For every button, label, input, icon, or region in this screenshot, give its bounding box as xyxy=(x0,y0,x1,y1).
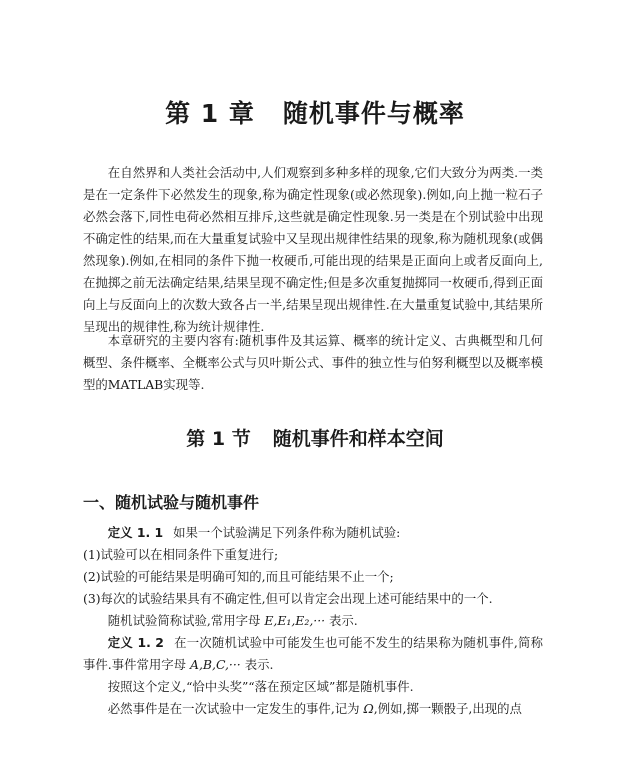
chapter-title xyxy=(0,94,630,130)
certain-event-line xyxy=(83,698,543,720)
example-line: 按照这个定义,“恰中头奖”“落在预定区域”都是随机事件. xyxy=(107,679,414,694)
definitions-block xyxy=(83,522,543,720)
section-title xyxy=(0,424,630,451)
definition-1-label: 定义 1. 1 xyxy=(107,525,164,540)
condition-3: (3)每次的试验结果具有不确定性,但可以肯定会出现上述可能结果中的一个. xyxy=(83,591,493,606)
definition-1-text: 如果一个试验满足下列条件称为随机试验: xyxy=(173,525,401,540)
definition-1 xyxy=(83,522,543,544)
section-number: 第 1 节 xyxy=(186,428,251,450)
certain-event-text-b: ,例如,掷一颗骰子,出现的点 xyxy=(373,701,522,716)
intro-paragraph-1 xyxy=(83,162,543,338)
notation-line xyxy=(83,610,543,632)
chapter-number: 第 1 章 xyxy=(165,99,255,128)
omega-symbol: Ω xyxy=(363,701,374,716)
chapter-name: 随机事件与概率 xyxy=(282,99,465,128)
notation-prefix: 随机试验简称试验,常用字母 xyxy=(107,613,265,628)
definition-2 xyxy=(83,632,543,676)
condition-1: (1)试验可以在相同条件下重复进行; xyxy=(83,547,279,562)
definition-2-text-b: 表示. xyxy=(240,657,274,672)
definition-2-letters: A,B,C,··· xyxy=(190,657,241,672)
definition-2-text-a: 在一次随机试验中可能发生也可能不发生的结果称为随机事件,简称事件.事件常用字母 xyxy=(83,635,543,672)
intro-paragraph-2 xyxy=(83,330,543,396)
condition-2: (2)试验的可能结果是明确可知的,而且可能结果不止一个; xyxy=(83,569,394,584)
intro-paragraph-1-text: 在自然界和人类社会活动中,人们观察到多种多样的现象,它们大致分为两类.一类是在一定条件下必然发生的现象,称为确定性现象(或必然现象).例如,向上抛一粒石子必然会落下,同性电荷必然相互排斥,这些就是确定性现象.另一类是在个别试验中出现不确定性的结果,而在大量重复试验中又呈现出规律性结果的现象,称为随机现象(或偶然现象).例如,在相同的条件下抛一枚硬币,可能出现的结果是正面向上或者反面向上,在抛掷之前无法确定结果,结果呈现不确定性;但是多次重复抛掷同一枚硬币,得到正面向上与反面向上的次数大致各占一半,结果呈现出规律性.在大量重复试验中,其结果所呈现出的规律性,称为统计规律性. xyxy=(83,165,543,334)
notation-letters: E,E₁,E₂,··· xyxy=(264,613,326,628)
intro-paragraph-2-text: 本章研究的主要内容有:随机事件及其运算、概率的统计定义、古典概型和几何概型、条件概率、全概率公式与贝叶斯公式、事件的独立性与伯努利概型以及概率模型的MATLAB实现等. xyxy=(83,333,543,392)
certain-event-text-a: 必然事件是在一次试验中一定发生的事件,记为 xyxy=(107,701,364,716)
subsection-title: 一、随机试验与随机事件 xyxy=(83,493,260,512)
definition-2-label: 定义 1. 2 xyxy=(107,635,164,650)
notation-suffix: 表示. xyxy=(325,613,358,628)
section-name: 随机事件和样本空间 xyxy=(272,428,444,450)
